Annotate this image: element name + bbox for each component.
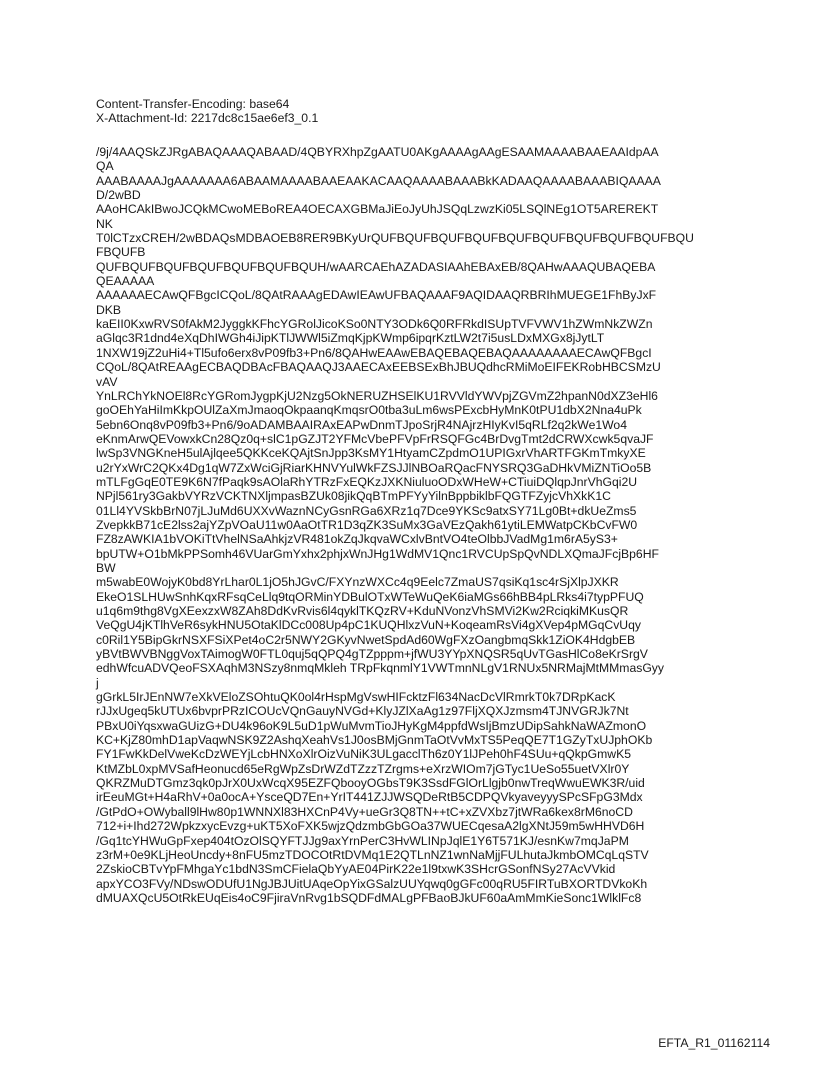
base64-line: irEeuMGt+H4aRhV+0a0ocA+YsceQD7En+YrIT441ZJJWSQDeRtB5CDPQVkyaveyyySPcSFpG3Mdx: [96, 790, 643, 805]
base64-line: 01Ll4YVSkbBrN07jLJuMd6UXXvWaznNCyGsnRGa6XRz1q7Dce9YKSc9atxSY71Lg0Bt+dkUeZms5: [96, 503, 637, 518]
base64-line: FBQUFB: [96, 245, 146, 260]
base64-line: QKRZMuDTGmz3qk0pJrX0UxWcqX95EZFQbooyOGbsT9K3SsdFGlOrLlgjb0nwTreqWwuEWK3R/uid: [96, 776, 645, 791]
base64-line: /GtPdO+OWyball9lHw80p1WNNXl83HXCnP4Vy+ueGr3Q8TN++tC+xZVXbz7jtWRa6kex8rM6noCD: [96, 804, 633, 819]
base64-line: u1q6m9thg8VgXEexzxW8ZAh8DdKvRvis6l4qyklTKQzRV+KduNVonzVhSMVi2Kw2RciqkiMKusQR: [96, 604, 629, 618]
base64-line: KC+KjZ80mhD1apVaqwNSK9Z2AshqXeahVs1J0osBMjGnmTaOtVvMxTS5PeqQE7T1GZyTxUJphOKb: [96, 733, 653, 748]
base64-line: edhWfcuADVQeoFSXAqhM3NSzy8nmqMkleh TRpFkqnmlY1VWTmnNLgV1RNUx5NRMajMtMMmasGyy: [96, 661, 664, 676]
base64-line: QEAAAAA: [96, 274, 155, 289]
base64-line: AAABAAAAJgAAAAAAA6ABAAMAAAABAAEAAKACAAQAAAABAAABkKADAAQAAAABAAABIQAAAA: [96, 173, 661, 188]
base64-line: CQoL/8QAtREAAgECBAQDBAcFBAQAAQJ3AAECAxEEBSExBhJBUQdhcRMiMoEIFEKRobHBCSMzU: [96, 360, 661, 375]
base64-line: EkeO1SLHUwSnhKqxRFsqCeLlq9tqORMinYDBulOTxWTeWuQeK6iaMGs66hBB4pLRks4i7typPFUQ: [96, 589, 644, 604]
base64-line: gGrkL5IrJEnNW7eXkVEloZSOhtuQK0ol4rHspMgVswHIFcktzFl634NacDcVlRmrkT0k7DRpKacK: [96, 690, 616, 705]
document-id-stamp: EFTA_R1_01162114: [658, 1036, 770, 1050]
base64-line: j: [96, 675, 99, 690]
base64-line: u2rYxWrC2QKx4Dg1qW7ZxWciGjRiarKHNVYulWkFZSJJlNBOaRQacFNYSRQ3GaDHkVMiZNTiOo5B: [96, 460, 652, 475]
base64-line: m5wabE0WojyK0bd8YrLhar0L1jO5hJGvC/FXYnzWXCc4q9Eelc7ZmaUS7qsiKq1sc4rSjXlpJXKR: [96, 575, 619, 590]
header-line: X-Attachment-Id: 2217dc8c15ae6ef3_0.1: [96, 111, 319, 126]
base64-line: 712+i+Ihd272WpkzxycEvzg+uKT5XoFXK5wjzQdzmbGbGOa37WUECqesaA2lgXNtJ59m5wHHVD6H: [96, 819, 645, 834]
base64-line: 2ZskioCBTvYpFMhgaYc1bdN3SmCFielaQbYyAE04PirK22e1l9txwK3SHcrGSonfNSy27AcVVkid: [96, 862, 616, 877]
base64-line: bpUTW+O1bMkPPSomh46VUarGmYxhx2phjxWnJHg1WdMV1Qnc1RVCUpSpQvNDLXQmaJFcjBp6HF: [96, 546, 659, 561]
base64-line: VeQgU4jKTlhVeR6sykHNU5OtaKlDCc008Up4pC1KUQHlxzVuN+KoqeamRsVi4gXVep4pMGqCvUqy: [96, 618, 641, 633]
base64-line: BW: [96, 560, 116, 575]
base64-line: mTLFgGqE0TE9K6N7fPaqk9sAOlaRhYTRzFxEQKzJXKNiuluoODxWHeW+CTiuiDQlqpJnrVhGqi2U: [96, 474, 638, 489]
base64-line: 1NXW19jZ2uHi4+Tl5ufo6erx8vP09fb3+Pn6/8QAHwEAAwEBAQEBAQEBAQAAAAAAAAECAwQFBgcI: [96, 345, 652, 360]
base64-line: /Gq1tcYHWuGpFxep404tOzOlSQYFTJJg9axYrnPerC3HvWLINpJqlE1Y6T571KJ/esnKw7mqJaPM: [96, 833, 629, 848]
base64-line: aGlqc3R1dnd4eXqDhIWGh4iJipKTlJWWl5iZmqKjpKWmp6ipqrKztLW2t7i5usLDxMXGx8jJytLT: [96, 331, 605, 346]
header-line: Content-Transfer-Encoding: base64: [96, 97, 290, 111]
base64-line: PBxU0iYqsxwaGUizG+DU4k96oK9L5uD1pWuMvmTioJHyKgM4ppfdWsIjBmzUDipSahkNaWAZmonO: [96, 718, 647, 733]
base64-line: eKnmArwQEVowxkCn28Qz0q+slC1pGZJT2YFMcVbePFVpFrRSQFGc4BrDvgTmt2dCRWXcwk5qvaJF: [96, 431, 654, 446]
base64-line: rJJxUgeq5kUTUx6bvprPRzICOUcVQnGauyNVGd+KlyJZlXaAg1z97FljXQXJzmsm4TJNVGRJk7Nt: [96, 704, 629, 719]
base64-line: NPjl561ry3GakbVYRzVCKTNXljmpasBZUk08jikQqBTmPFYyYilnBppbiklbFQGTFZyjcVhXkK1C: [96, 489, 611, 504]
base64-line: 5ebn6Onq8vP09fb3+Pn6/9oADAMBAAIRAxEAPwDnmTJpoSrjR4NAjrzHIyKvI5qRLf2q2kWe1Wo4: [96, 417, 627, 432]
base64-line: D/2wBD: [96, 188, 141, 203]
base64-line: NK: [96, 216, 113, 231]
base64-line: z3rM+0e9KLjHeoUncdy+8nFU5mzTDOCOtRtDVMq1E2QTLnNZ1wnNaMjjFULhutaJkmbOMCqLqSTV: [96, 847, 649, 862]
base64-line: YnLRChYkNOEl8RcYGRomJygpKjU2Nzg5OkNERUZHSElKU1RVVldYWVpjZGVmZ2hpanN0dXZ3eHl6: [96, 388, 658, 403]
base64-line: FY1FwKkDelVweKcDzWEYjLcbHNXoXlrOizVuNiK3ULgacclTh6z0Y1lJPeh0hF4SUu+qQkpGmwK5: [96, 747, 631, 762]
base64-line: /9j/4AAQSkZJRgABAQAAAQABAAD/4QBYRXhpZgAATU0AKgAAAAgAAgESAAMAAAABAAEAAIdpAA: [96, 145, 659, 159]
base64-line: lwSp3VNGKneH5ulAjlqee5QKKceKQAjtSnJpp3KsMY1HtyamCZpdmO1UPIGxrVhARTFGKmTmkyXE: [96, 446, 646, 461]
base64-line: QA: [96, 159, 114, 174]
base64-line: goOEhYaHiImKkpOUlZaXmJmaoqOkpaanqKmqsrO0tba3uLm6wsPExcbHyMnK0tPU1dbX2Nna4uPk: [96, 403, 642, 418]
base64-line: AAAAAAECAwQFBgcICQoL/8QAtRAAAgEDAwIEAwUFBAQAAAF9AQIDAAQRBRIhMUEGE1FhByJxF: [96, 288, 657, 303]
base64-line: c0Ril1Y5BipGkrNSXFSiXPet4oC2r5NWY2GKyvNwetSpdAd60WgFXzOangbmqSkk1ZiOK4HdgbEB: [96, 632, 636, 647]
base64-line: dMUAXQcU5OtRkEUqEis4oC9FjiraVnRvg1bSQDFdMALgPFBaoBJkUF60aAmMmKieSonc1WlklFc8: [96, 890, 642, 905]
base64-line: AAoHCAkIBwoJCQkMCwoMEBoREA4OECAXGBMaJiEoJyUhJSQqLzwzKi05LSQlNEg1OT5AREREKT: [96, 202, 659, 217]
base64-line: kaEII0KxwRVS0fAkM2JyggkKFhcYGRolJicoKSo0NTY3ODk6Q0RFRkdISUpTVFVWV1hZWmNkZWZn: [96, 317, 653, 332]
base64-line: KtMZbL0xpMVSafHeonucd65eRgWpZsDrWZdTZzzTZrgms+eXrzWIOm7jGTyc1UeSo55uetVXlr0Y: [96, 761, 630, 776]
base64-line: T0lCTzxCREH/2wBDAQsMDBAOEB8RER9BKyUrQUFBQUFBQUFBQUFBQUFBQUFBQUFBQUFBQUFBQU: [96, 231, 694, 246]
base64-line: vAV: [96, 374, 118, 389]
base64-line: DKB: [96, 302, 122, 317]
email-attachment-header: [96, 97, 736, 126]
base64-line: QUFBQUFBQUFBQUFBQUFBQUFBQUH/wAARCAEhAZADASIAAhEBAxEB/8QAHwAAAQUBAQEBA: [96, 259, 656, 274]
base64-line: FZ8zAWKIA1bVOKiTtVhelNSaAhkjzVR481okZqJkqvaWCxlvBntVO4teOlbbJVadMg1m6rA5yS3+: [96, 532, 618, 547]
base64-line: apxYCO3FVy/NDswODUfU1NgJBJUitUAqeOpYixGSalzUUYqwq0gGFc00qRU5FIRTuBXORTDVkoKh: [96, 876, 648, 891]
base64-encoded-content: [96, 145, 736, 905]
base64-line: ZvepkkB71cE2lss2ajYZpVOaU11w0AaOtTR1D3qZK3SuMx3GaVEzQakh61ytiLEMWatpCKbCvFW0: [96, 517, 638, 532]
base64-line: yBVtBWVBNggVoxTAimogW0FTL0quj5qQPQ4gTZpppm+jfWU3YYpXNQSR5qUvTGasHlCo8eKrSrgV: [96, 647, 648, 662]
